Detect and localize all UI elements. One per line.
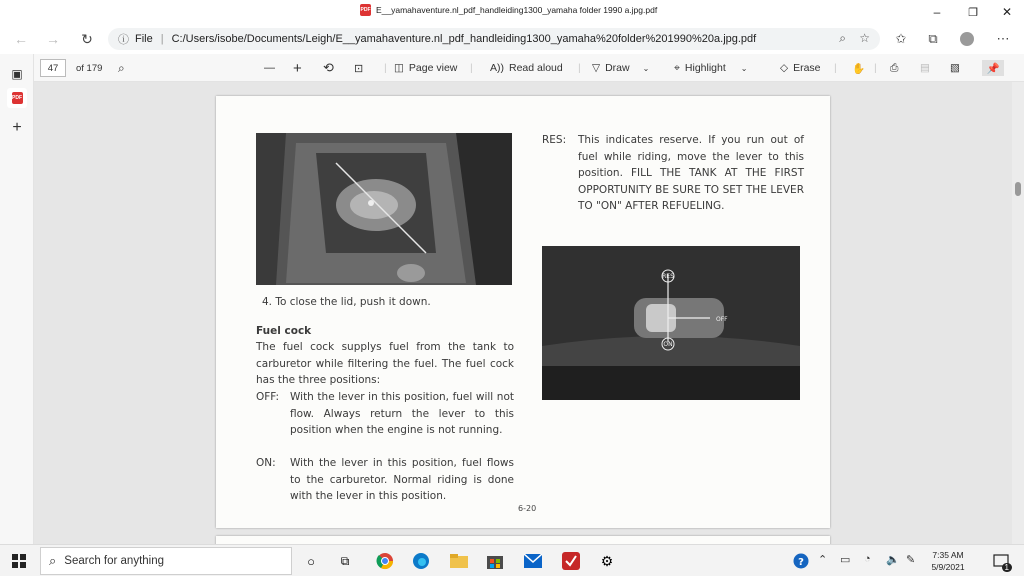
vertical-tabs-sidebar	[0, 54, 34, 544]
fuel-lid-photo	[256, 133, 512, 285]
search-icon[interactable]: ⌕	[118, 60, 125, 75]
close-button[interactable]: ✕	[1001, 5, 1013, 19]
toolbar-divider: |	[470, 62, 473, 74]
notification-badge: 1	[1002, 563, 1012, 572]
on-description: With the lever in this position, fuel flows to the carburetor. Normal riding is done with the lever in this position.	[290, 457, 514, 502]
collections-icon[interactable]: ⧉	[928, 31, 938, 46]
clock-date: 5/9/2021	[931, 562, 965, 572]
svg-text:?: ?	[798, 557, 804, 568]
favorites-icon[interactable]: ✩	[895, 31, 907, 46]
task-view-icon[interactable]: ⧉	[340, 553, 350, 568]
rotate-icon[interactable]: ⟲	[323, 60, 334, 75]
read-aloud-label: Read aloud	[509, 62, 563, 74]
help-icon[interactable]	[790, 550, 812, 572]
off-marker-label: OFF	[716, 316, 728, 323]
pdf-toolbar	[34, 54, 1024, 82]
scheme-label: File	[135, 33, 153, 45]
pin-toolbar-icon[interactable]: 📌	[982, 60, 1004, 76]
read-aloud-icon: A))	[490, 62, 504, 74]
fuel-cock-paragraph: The fuel cock supplys fuel from the tank to carburetor while filtering the fuel. The fuel cock has the three positions:	[256, 341, 514, 386]
profile-avatar[interactable]	[956, 28, 978, 50]
antivirus-icon[interactable]	[560, 550, 582, 572]
forward-icon[interactable]: →	[46, 31, 60, 47]
pdf-page	[216, 96, 830, 528]
res-entry	[542, 132, 804, 212]
save-icon[interactable]: ▤	[920, 62, 930, 74]
draw-icon: ▽	[592, 62, 601, 74]
fit-to-page-icon[interactable]: ⊡	[354, 62, 364, 75]
on-label: ON:	[256, 457, 276, 469]
volume-icon[interactable]: 🔈	[886, 554, 900, 566]
info-icon[interactable]: ⓘ	[118, 34, 129, 46]
file-explorer-icon[interactable]	[448, 550, 470, 572]
zoom-in-button[interactable]: +	[293, 59, 302, 77]
new-tab-button[interactable]: +	[12, 119, 22, 136]
store-icon[interactable]	[484, 550, 506, 572]
battery-icon[interactable]: ▭	[840, 554, 851, 566]
toolbar-divider: |	[834, 62, 837, 74]
fuel-cock-heading: Fuel cock	[256, 325, 312, 337]
window-title	[360, 4, 657, 16]
vertical-scrollbar[interactable]	[1012, 82, 1024, 544]
draw-button[interactable]	[592, 60, 649, 76]
title-bar	[0, 0, 1024, 24]
avatar	[960, 32, 974, 46]
touch-write-icon[interactable]: ✋	[852, 62, 866, 75]
step-caption: 4. To close the lid, push it down.	[262, 296, 431, 308]
save-as-icon[interactable]: ▧	[950, 62, 960, 74]
toolbar-divider: |	[384, 62, 387, 74]
toolbar-divider: |	[578, 62, 581, 74]
erase-button[interactable]	[780, 60, 821, 76]
taskbar-search-placeholder: Search for anything	[64, 555, 165, 567]
scrollbar-thumb[interactable]	[1015, 182, 1021, 196]
res-label: RES:	[542, 134, 567, 146]
chrome-icon[interactable]	[374, 550, 396, 572]
back-icon[interactable]: ←	[14, 31, 28, 47]
pdf-tab[interactable]	[7, 88, 27, 108]
pdf-file-icon: PDF	[12, 92, 23, 104]
print-icon[interactable]: ⎙	[890, 61, 899, 74]
address-bar-row	[0, 24, 1024, 54]
wifi-icon[interactable]: ◔	[864, 553, 871, 565]
page-number-input[interactable]: 47	[40, 59, 66, 77]
refresh-icon[interactable]: ↻	[81, 30, 93, 47]
clock-time: 7:35 AM	[932, 550, 964, 560]
erase-icon: ◇	[780, 62, 789, 74]
divider: |	[160, 33, 164, 45]
res-description: This indicates reserve. If you run out of fuel while riding, move the lever to this position. FILL THE TANK AT THE FIRST OPPORTUNITY BE SURE TO SET THE LEVER TO "ON" AFTER REFUELING.	[578, 134, 804, 212]
pdf-file-icon: PDF	[360, 4, 371, 16]
page-view-icon: ◫	[394, 62, 404, 74]
window-title-text: E__yamahaventure.nl_pdf_handleiding1300_yamaha folder 1990 a.jpg.pdf	[376, 5, 658, 15]
search-icon: ⌕	[49, 553, 57, 568]
highlight-label: Highlight	[684, 62, 726, 74]
toolbar-divider: |	[874, 62, 877, 74]
highlight-icon: ⌖	[674, 61, 680, 74]
highlight-button[interactable]	[674, 60, 747, 76]
res-marker-label: RES	[662, 273, 674, 280]
zoom-icon[interactable]: ⌕	[839, 31, 846, 45]
fuel-cock-photo	[542, 246, 800, 400]
page-count: of 179	[76, 62, 103, 74]
maximize-button[interactable]: ❐	[968, 6, 978, 19]
tab-actions-icon[interactable]: ▣	[11, 67, 23, 81]
edge-icon[interactable]	[410, 550, 432, 572]
notifications-icon[interactable]	[990, 550, 1012, 572]
pdf-viewer[interactable]	[34, 82, 1024, 544]
more-options-icon[interactable]: ⋯	[996, 31, 1010, 46]
minimize-button[interactable]: –	[933, 5, 941, 19]
windows-start-icon[interactable]	[8, 550, 30, 572]
read-aloud-button[interactable]	[490, 60, 563, 76]
taskbar	[0, 544, 1024, 576]
page-footer-number: 6-20	[518, 504, 537, 513]
zoom-out-button[interactable]: —	[264, 62, 275, 74]
clock[interactable]	[928, 549, 968, 573]
pen-workspace-icon[interactable]: ✎	[906, 554, 916, 566]
url-text[interactable]: C:/Users/isobe/Documents/Leigh/E__yamahaventure.nl_pdf_handleiding1300_yamaha%20folder%201990%20a.jpg.pdf	[171, 33, 757, 45]
address-bar[interactable]	[108, 28, 880, 50]
off-label: OFF:	[256, 391, 280, 403]
draw-label: Draw	[605, 62, 630, 74]
settings-gear-icon[interactable]: ⚙	[600, 552, 614, 569]
erase-label: Erase	[793, 62, 821, 74]
mail-icon[interactable]	[522, 550, 544, 572]
page-view-button[interactable]	[394, 60, 457, 76]
off-description: With the lever in this position, fuel will not flow. Always return the lever to this position when the engine is not running.	[290, 391, 514, 436]
cortana-icon[interactable]: ○	[307, 553, 315, 569]
on-marker-label: ON	[663, 341, 673, 348]
add-favorite-icon[interactable]: ☆	[859, 31, 870, 45]
chevron-down-icon[interactable]: ⌄	[740, 63, 748, 73]
show-hidden-icons-icon[interactable]: ⌃	[818, 554, 828, 566]
chevron-down-icon[interactable]: ⌄	[642, 63, 650, 73]
page-view-label: Page view	[408, 62, 458, 74]
taskbar-search[interactable]	[40, 547, 292, 575]
